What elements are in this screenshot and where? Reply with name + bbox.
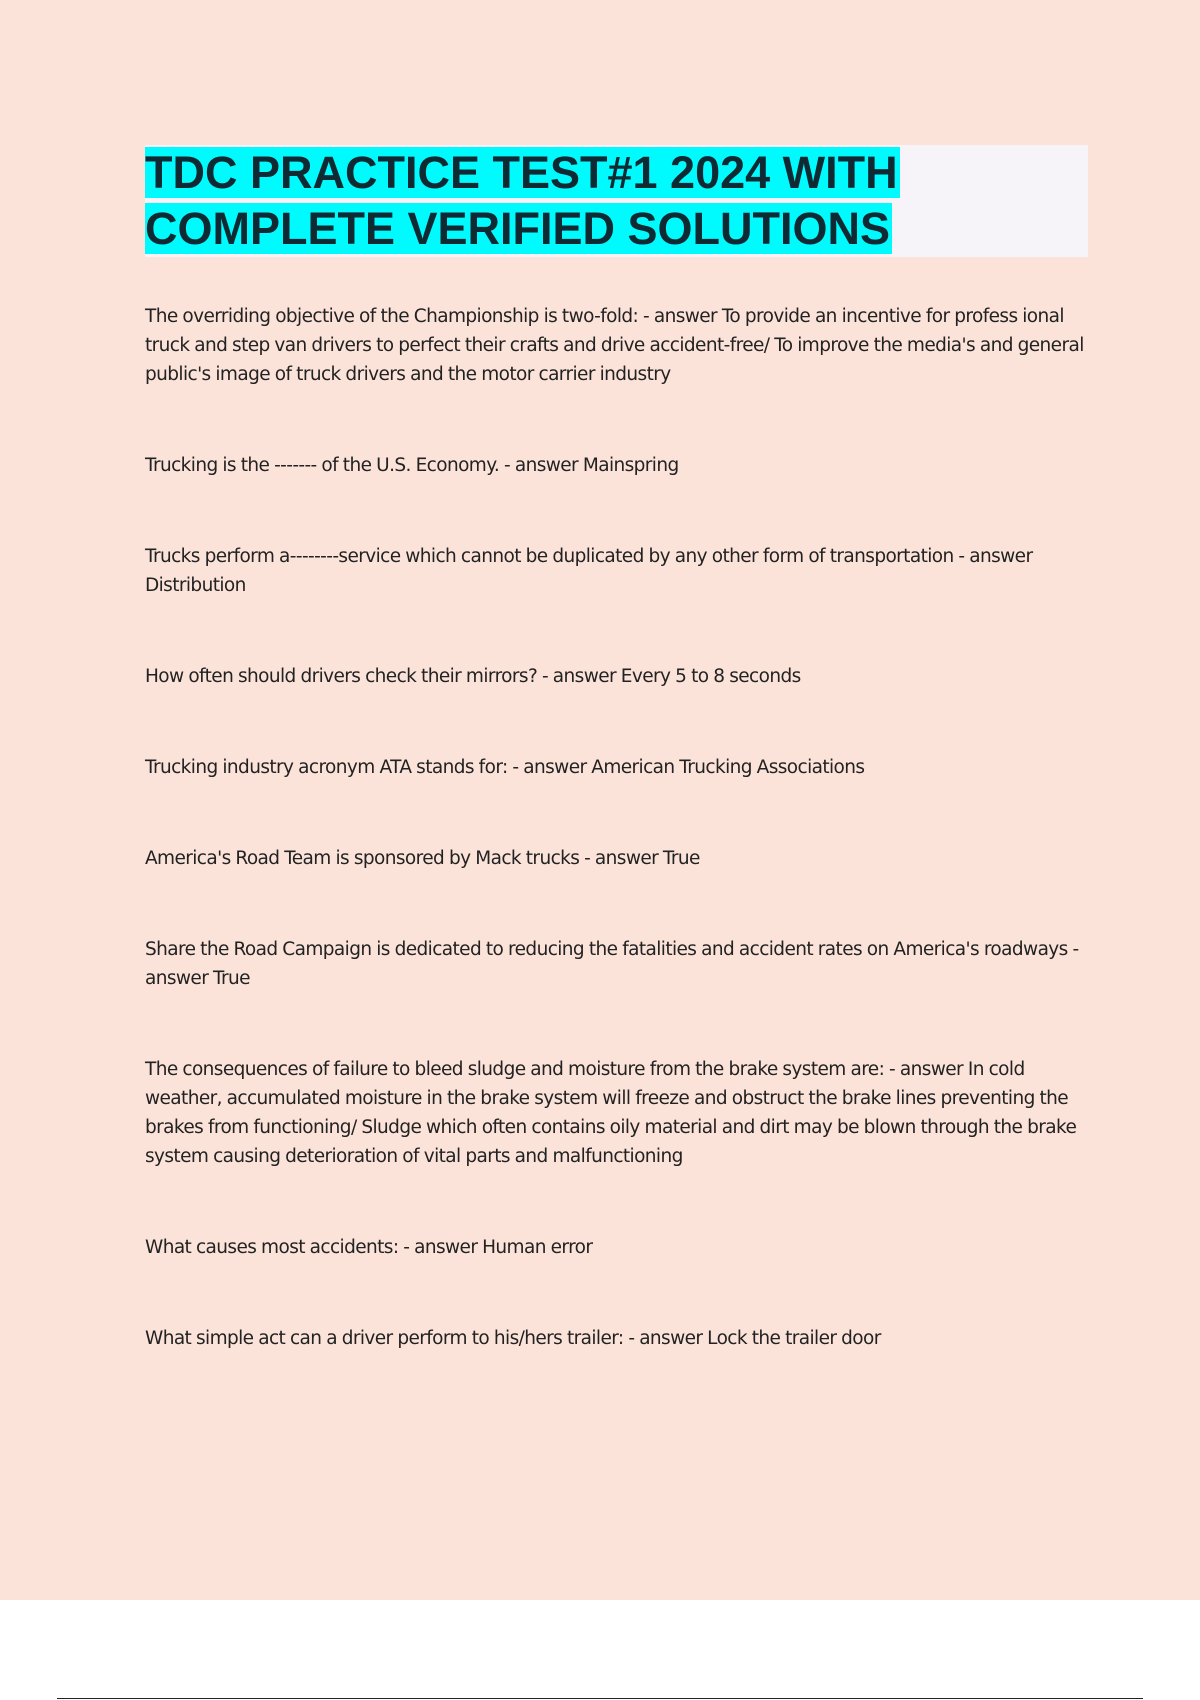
question-answer-list [145, 302, 1085, 1415]
footer-divider [57, 1698, 1143, 1699]
document-title [145, 145, 1065, 257]
qa-item: The consequences of failure to bleed sludge and moisture from the brake system are: - answer In cold weather, accumulated moisture in the brake system will freeze and obstruct the brake lines preventing the brakes from functioning/ Sludge which often contains oily material and dirt may be blown through the brake system causing deterioration of vital parts and malfunctioning [145, 1059, 1077, 1167]
qa-item: The overriding objective of the Championship is two-fold: - answer To provide an incentive for profess ional truck and step van drivers to perfect their crafts and drive accident-free/ To improve the media's and general public's image of truck drivers and the motor carrier industry [145, 306, 1084, 385]
qa-item: Trucking industry acronym ATA stands for: - answer American Trucking Associations [145, 757, 865, 778]
qa-item: How often should drivers check their mirrors? - answer Every 5 to 8 seconds [145, 666, 801, 687]
qa-item: What simple act can a driver perform to his/hers trailer: - answer Lock the trailer door [145, 1328, 881, 1349]
document-title-highlight: TDC PRACTICE TEST#1 2024 WITH COMPLETE VERIFIED SOLUTIONS [145, 147, 898, 254]
qa-item: Trucking is the ------- of the U.S. Economy. - answer Mainspring [145, 455, 679, 476]
qa-item: What causes most accidents: - answer Human error [145, 1237, 593, 1258]
qa-item: Share the Road Campaign is dedicated to reducing the fatalities and accident rates on America's roadways - answer True [145, 939, 1079, 989]
qa-item: America's Road Team is sponsored by Mack trucks - answer True [145, 848, 700, 869]
qa-item: Trucks perform a--------service which cannot be duplicated by any other form of transportation - answer Distribution [145, 546, 1033, 596]
